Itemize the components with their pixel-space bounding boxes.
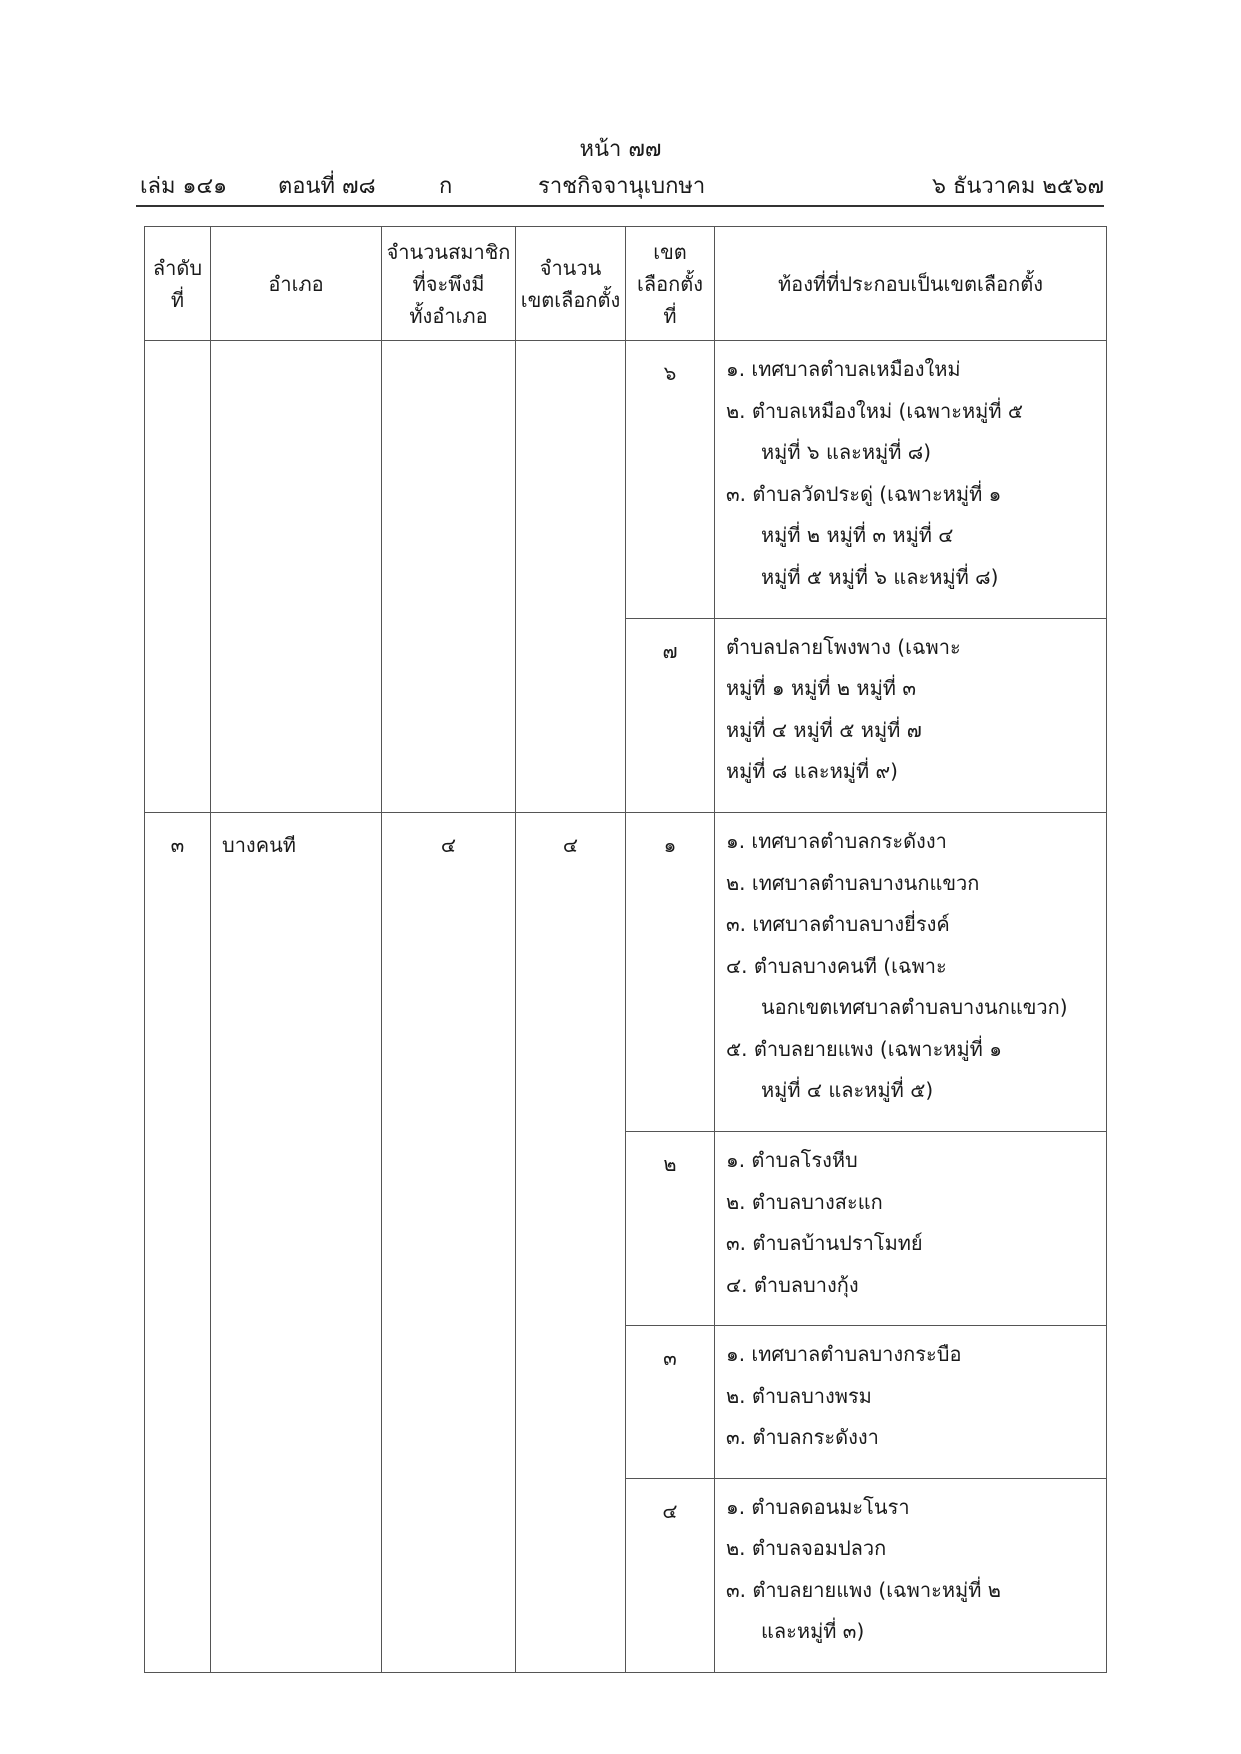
locality-line: ๓. ตำบลบ้านปราโมทย์ [726,1231,923,1255]
table-header-row [145,227,1107,341]
column-header-members [382,227,516,341]
cell-localities [715,618,1107,813]
column-header-line: ทั้งอำเภอ [409,303,488,328]
cell-localities [715,1478,1107,1673]
column-header-line: เขต [653,239,687,264]
cell-district: บางคนที [211,813,382,1132]
cell-order: ๓ [145,813,211,1132]
column-header-line: จำนวน [539,255,602,280]
table-row [145,1478,1107,1673]
locality-line: ๕. ตำบลยายแพง (เฉพาะหมู่ที่ ๑ [726,1036,1002,1061]
cell-zones [516,1478,626,1673]
table-body [145,341,1107,1673]
cell-district [211,1326,382,1479]
cell-zones [516,1326,626,1479]
cell-members [382,1132,516,1326]
locality-line: ๔. ตำบลบางคนที (เฉพาะ [726,953,947,978]
column-header-line: ที่ [170,287,185,312]
locality-line: ๔. ตำบลบางกุ้ง [726,1272,859,1297]
column-header-order [145,227,211,341]
cell-members [382,1326,516,1479]
column-header-line: เลือกตั้ง [637,271,703,296]
cell-zone-number: ๑ [626,813,715,1132]
column-header-line: จำนวนสมาชิก [386,239,511,264]
gazette-title: ราชกิจจานุเบกษา [538,174,706,199]
cell-zones [516,618,626,813]
table-row [145,813,1107,1132]
column-header-line: เขตเลือกตั้ง [520,287,621,312]
cell-members: ๔ [382,813,516,1132]
locality-line: หมู่ที่ ๖ และหมู่ที่ ๘) [761,440,931,464]
cell-members [382,618,516,813]
cell-zone-number: ๒ [626,1132,715,1326]
locality-line: ๒. ตำบลจอมปลวก [726,1536,887,1560]
cell-order [145,1132,211,1326]
cell-localities [715,813,1107,1132]
cell-members [382,1478,516,1673]
column-header-line: ท้องที่ที่ประกอบเป็นเขตเลือกตั้ง [778,271,1043,296]
issue: ตอนที่ ๗๘ [278,174,376,199]
cell-order [145,1478,211,1673]
header-rule [136,205,1104,207]
table-row [145,1326,1107,1479]
cell-zone-number: ๖ [626,341,715,619]
locality-line: หมู่ที่ ๒ หมู่ที่ ๓ หมู่ที่ ๔ [761,523,954,547]
issue-date: ๖ ธันวาคม ๒๕๖๗ [931,174,1104,199]
locality-line: ๑. ตำบลโรงหีบ [726,1148,858,1172]
locality-line: ๑. เทศบาลตำบลเหมืองใหม่ [726,357,961,381]
page-number: หน้า ๗๗ [579,137,662,162]
locality-line: ๓. เทศบาลตำบลบางยี่รงค์ [726,912,950,936]
column-header-zone-number [626,227,715,341]
cell-zone-number: ๔ [626,1478,715,1673]
locality-line: หมู่ที่ ๕ หมู่ที่ ๖ และหมู่ที่ ๘) [761,564,999,589]
locality-line: ๒. ตำบลบางสะแก [726,1189,883,1214]
column-header-zone-count [516,227,626,341]
cell-district [211,1478,382,1673]
locality-line: ๒. เทศบาลตำบลบางนกแขวก [726,870,980,895]
cell-district [211,1132,382,1326]
cell-zone-number: ๗ [626,618,715,813]
column-header-localities [715,227,1107,341]
locality-line: ๓. ตำบลกระดังงา [726,1425,879,1449]
locality-line: ๑. เทศบาลตำบลกระดังงา [726,829,947,853]
locality-line: ๒. ตำบลบางพรม [726,1383,872,1408]
column-header-line: ลำดับ [152,255,203,280]
locality-line: หมู่ที่ ๑ หมู่ที่ ๒ หมู่ที่ ๓ [726,676,916,700]
cell-localities [715,1326,1107,1479]
cell-localities [715,341,1107,619]
locality-line: หมู่ที่ ๔ หมู่ที่ ๕ หมู่ที่ ๗ [726,717,922,742]
cell-members [382,341,516,619]
cell-zones: ๔ [516,813,626,1132]
cell-district [211,341,382,619]
column-header-line: ที่ [663,303,677,328]
table-row [145,618,1107,813]
locality-line: ตำบลปลายโพงพาง (เฉพาะ [726,634,961,659]
locality-line: ๒. ตำบลเหมืองใหม่ (เฉพาะหมู่ที่ ๕ [726,398,1024,423]
column-header-line: ที่จะพึงมี [412,271,485,296]
locality-line: นอกเขตเทศบาลตำบลบางนกแขวก) [761,995,1068,1019]
column-header-district [211,227,382,341]
locality-line: และหมู่ที่ ๓) [761,1619,865,1643]
electoral-district-table [144,226,1107,1673]
section: ก [439,174,453,199]
volume: เล่ม ๑๔๑ [140,174,228,199]
cell-localities [715,1132,1107,1326]
locality-line: ๓. ตำบลวัดประดู่ (เฉพาะหมู่ที่ ๑ [726,481,1002,506]
cell-zone-number: ๓ [626,1326,715,1479]
cell-order [145,618,211,813]
cell-order [145,1326,211,1479]
locality-line: ๓. ตำบลยายแพง (เฉพาะหมู่ที่ ๒ [726,1577,1001,1602]
locality-line: ๑. ตำบลดอนมะโนรา [726,1494,910,1519]
table-row [145,341,1107,619]
locality-line: หมู่ที่ ๘ และหมู่ที่ ๙) [726,759,898,783]
column-header-line: อำเภอ [268,271,324,296]
table-row [145,1132,1107,1326]
locality-line: หมู่ที่ ๔ และหมู่ที่ ๕) [761,1078,934,1102]
cell-district [211,618,382,813]
cell-zones [516,341,626,619]
locality-line: ๑. เทศบาลตำบลบางกระบือ [726,1342,962,1366]
cell-order [145,341,211,619]
cell-zones [516,1132,626,1326]
